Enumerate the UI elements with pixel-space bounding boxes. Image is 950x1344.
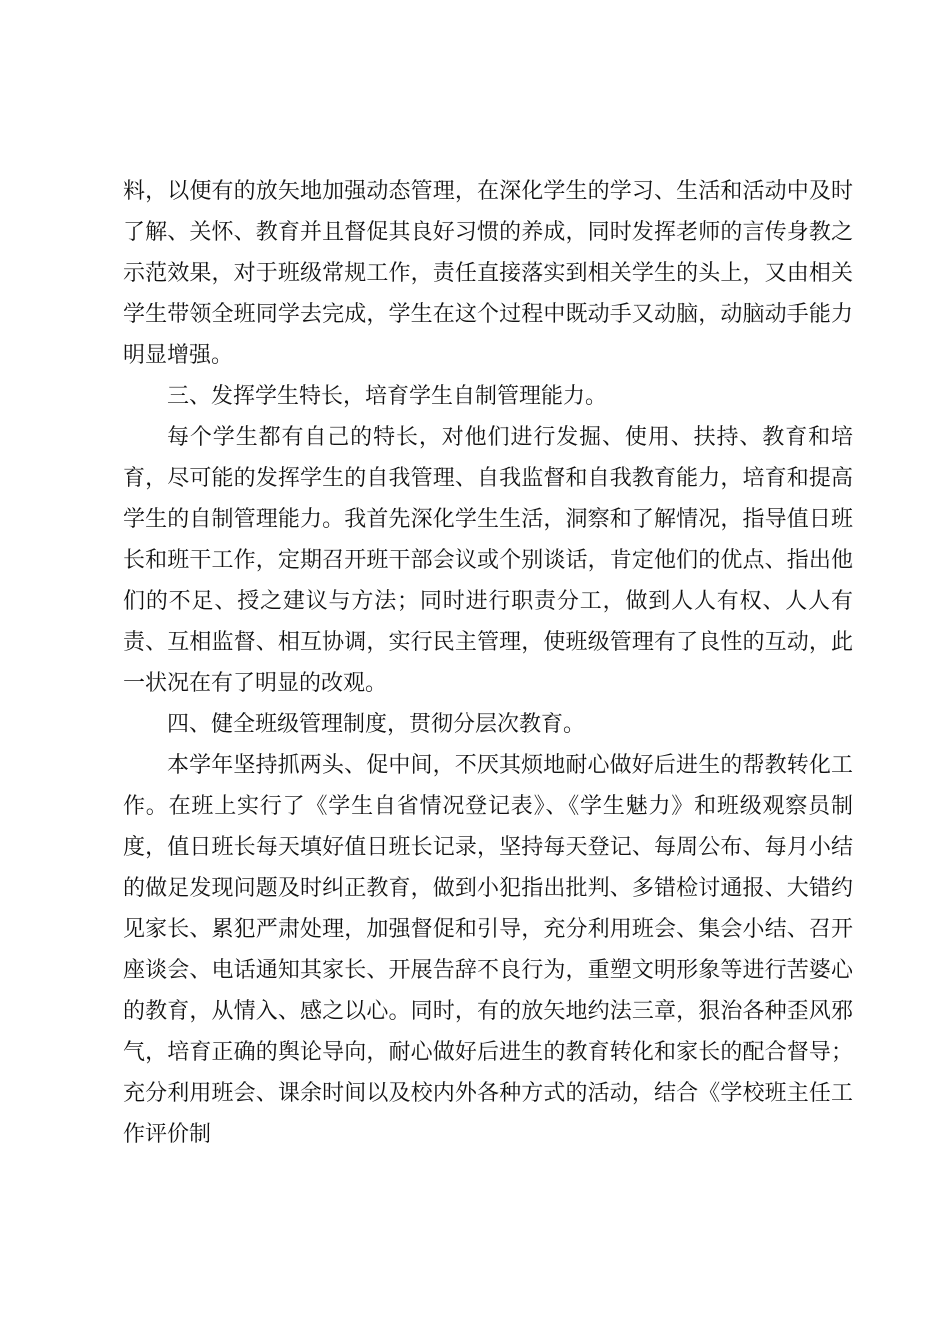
section-heading-3: 三、发挥学生特长，培育学生自制管理能力。 — [167, 384, 608, 409]
section-heading-4: 四、健全班级管理制度，贯彻分层次教育。 — [167, 712, 586, 737]
body-paragraph-2: 每个学生都有自己的特长，对他们进行发掘、使用、扶持、教育和培育，尽可能的发挥学生的自我管理、自我监督和自我教育能力，培育和提高学生的自制管理能力。我首先深化学生生活，洞察和了解情况，指导值日班长和班干工作，定期召开班干部会议或个别谈话，肯定他们的优点、指出他们的不足、授之建议与方法；同时进行职责分工，做到人人有权、人人有责、互相监督、相互协调，实行民主管理，使班级管理有了良性的互动，此一状况在有了明显的改观。 — [123, 425, 853, 696]
document-page — [123, 171, 853, 1155]
body-paragraph-3: 本学年坚持抓两头、促中间，不厌其烦地耐心做好后进生的帮教转化工作。在班上实行了《学生自省情况登记表》、《学生魅力》和班级观察员制度，值日班长每天填好值日班长记录，坚持每天登记、每周公布、每月小结的做足发现问题及时纠正教育，做到小犯指出批判、多错检讨通报、大错约见家长、累犯严肃处理，加强督促和引导，充分利用班会、集会小结、召开座谈会、电话通知其家长、开展告辞不良行为，重塑文明形象等进行苦婆心的教育，从情入、感之以心。同时，有的放矢地约法三章，狠治各种歪风邪气，培育正确的舆论导向，耐心做好后进生的教育转化和家长的配合督导；充分利用班会、课余时间以及校内外各种方式的活动，结合《学校班主任工作评价制 — [123, 753, 853, 1147]
body-paragraph-1: 料，以便有的放矢地加强动态管理，在深化学生的学习、生活和活动中及时了解、关怀、教育并且督促其良好习惯的养成，同时发挥老师的言传身教之示范效果，对于班级常规工作，责任直接落实到相关学生的头上，又由相关学生带领全班同学去完成，学生在这个过程中既动手又动脑，动脑动手能力明显增强。 — [123, 179, 853, 368]
